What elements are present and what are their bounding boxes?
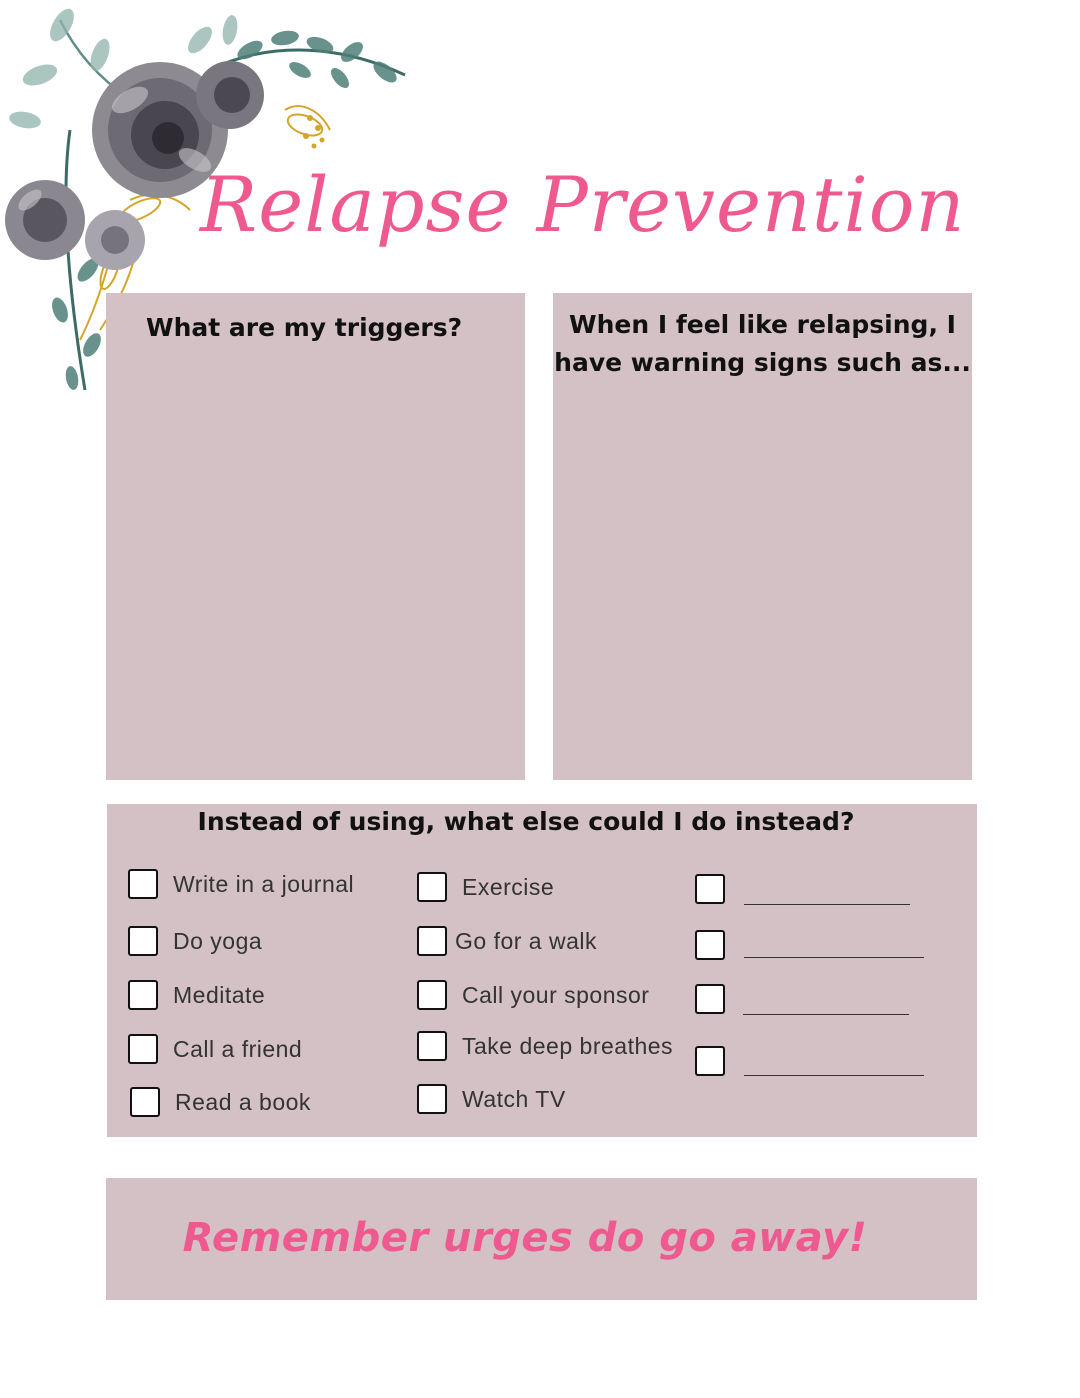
option-call-sponsor[interactable] [417, 975, 649, 1015]
triggers-writing-area[interactable] [106, 293, 525, 780]
option-label: Do yoga [173, 927, 263, 954]
checkbox[interactable] [417, 926, 447, 956]
option-deep-breathes[interactable] [417, 1026, 673, 1066]
checkbox[interactable] [417, 1031, 447, 1061]
option-label: Call a friend [173, 1035, 303, 1062]
option-label: Go for a walk [455, 927, 597, 954]
option-write-journal[interactable] [128, 864, 354, 904]
checkbox[interactable] [128, 926, 158, 956]
reminder-message: Remember urges do go away! [182, 1215, 868, 1261]
option-blank-2[interactable] [695, 925, 725, 965]
option-blank-4[interactable] [695, 1041, 725, 1081]
checkbox[interactable] [417, 872, 447, 902]
option-label: Call your sponsor [462, 981, 650, 1008]
write-in-line[interactable] [743, 1014, 909, 1015]
checkbox[interactable] [417, 980, 447, 1010]
checkbox[interactable] [417, 1084, 447, 1114]
option-read-book[interactable] [130, 1082, 311, 1122]
option-call-friend[interactable] [128, 1029, 302, 1069]
option-label: Watch TV [462, 1085, 566, 1112]
checkbox[interactable] [130, 1087, 160, 1117]
checkbox[interactable] [695, 1046, 725, 1076]
write-in-line[interactable] [744, 904, 910, 905]
alternatives-heading: Instead of using, what else could I do instead? [197, 807, 855, 836]
option-do-yoga[interactable] [128, 921, 262, 961]
checkbox[interactable] [128, 980, 158, 1010]
checkbox[interactable] [128, 869, 158, 899]
option-label: Write in a journal [173, 870, 355, 897]
write-in-line[interactable] [744, 957, 924, 958]
option-exercise[interactable] [417, 867, 554, 907]
triggers-heading: What are my triggers? [146, 313, 463, 342]
option-label: Read a book [175, 1088, 311, 1115]
checkbox[interactable] [695, 930, 725, 960]
write-in-line[interactable] [744, 1075, 924, 1076]
option-blank-3[interactable] [695, 979, 725, 1019]
warning-signs-heading: When I feel like relapsing, I have warning signs such as... [554, 310, 971, 377]
checkbox[interactable] [695, 874, 725, 904]
option-go-for-walk[interactable] [417, 921, 597, 961]
option-label: Meditate [173, 981, 266, 1008]
checkbox[interactable] [695, 984, 725, 1014]
option-watch-tv[interactable] [417, 1079, 566, 1119]
option-label: Exercise [462, 873, 555, 900]
page-title: Relapse Prevention [200, 160, 966, 249]
option-meditate[interactable] [128, 975, 265, 1015]
checkbox[interactable] [128, 1034, 158, 1064]
option-label: Take deep breathes [462, 1032, 674, 1059]
option-blank-1[interactable] [695, 869, 725, 909]
